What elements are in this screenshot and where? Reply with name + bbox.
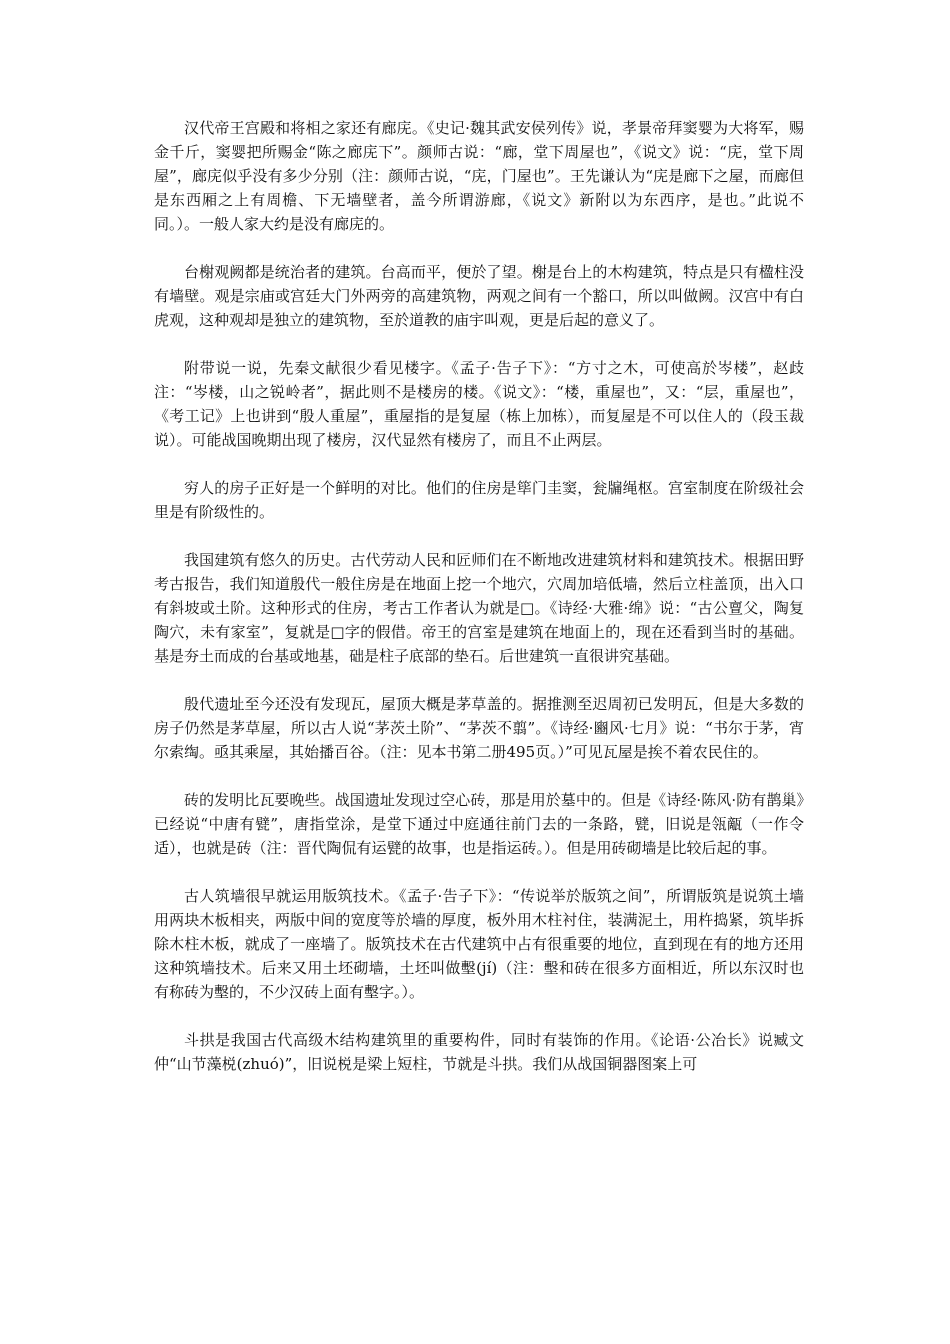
paragraph-multistory-buildings: 附带说一说，先秦文献很少看见楼字。《孟子·告子下》：“方寸之木，可使高於岑楼”，赵歧注：“岑楼，山之锐岭者”，据此则不是楼房的楼。《说文》：“楼，重屋也”，又：“层，重屋也”，《考工记》上也讲到“殷人重屋”，重屋指的是复屋（栋上加栋），而复屋是不可以住人的（段玉裁说）。可能战国晚期出现了楼房，汉代显然有楼房了，而且不止两层。 <box>154 359 804 449</box>
paragraph-poor-houses: 穷人的房子正好是一个鲜明的对比。他们的住房是筚门圭窦，瓮牖绳枢。宫室制度在阶级社会里是有阶级性的。 <box>154 479 804 521</box>
paragraph-bricks: 砖的发明比瓦要晚些。战国遗址发现过空心砖，那是用於墓中的。但是《诗经·陈风·防有鹊巢》已经说“中唐有甓”，唐指堂涂，是堂下通过中庭通往前门去的一条路，甓，旧说是瓴甋（一作令适），也就是砖（注：晋代陶侃有运甓的故事，也是指运砖。）。但是用砖砌墙是比较后起的事。 <box>154 791 804 857</box>
paragraph-terraces-towers: 台榭观阙都是统治者的建筑。台高而平，便於了望。榭是台上的木构建筑，特点是只有楹柱没有墙壁。观是宗庙或宫廷大门外两旁的高建筑物，两观之间有一个豁口，所以叫做阙。汉宫中有白虎观，这种观却是独立的建筑物，至於道教的庙宇叫观，更是后起的意义了。 <box>154 263 804 329</box>
paragraph-rammed-earth: 古人筑墙很早就运用版筑技术。《孟子·告子下》：“传说举於版筑之间”，所谓版筑是说筑土墙用两块木板相夹，两版中间的宽度等於墙的厚度，板外用木柱衬住，装满泥土，用杵捣紧，筑毕拆除木柱木板，就成了一座墙了。版筑技术在古代建筑中占有很重要的地位，直到现在有的地方还用这种筑墙技术。后来又用土坯砌墙，土坯叫做墼(jí)（注：墼和砖在很多方面相近，所以东汉时也有称砖为墼的，不少汉砖上面有墼字。）。 <box>154 887 804 1001</box>
paragraph-architecture-history: 我国建筑有悠久的历史。古代劳动人民和匠师们在不断地改进建筑材料和建筑技术。根据田野考古报告，我们知道殷代一般住房是在地面上挖一个地穴，穴周加培低墙，然后立柱盖顶，出入口有斜坡或土阶。这种形式的住房，考古工作者认为就是□。《诗经·大雅·绵》说：“古公亶父，陶复陶穴，未有家室”，复就是□字的假借。帝王的宫室是建筑在地面上的，现在还看到当时的基础。基是夯土而成的台基或地基，础是柱子底部的垫石。后世建筑一直很讲究基础。 <box>154 551 804 665</box>
paragraph-corridors: 汉代帝王宫殿和将相之家还有廊庑。《史记·魏其武安侯列传》说，孝景帝拜窦婴为大将军，赐金千斤，窦婴把所赐金“陈之廊庑下”。颜师古说：“廊，堂下周屋也”，《说文》说：“庑，堂下周屋”，廊庑似乎没有多少分别（注：颜师古说，“庑，门屋也”。王先谦认为“庑是廊下之屋，而廊但是东西厢之上有周檐、下无墙壁者，盖今所谓游廊，《说文》新附以为东西序，是也。”此说不同。）。一般人家大约是没有廊庑的。 <box>154 119 804 233</box>
paragraph-roof-tiles: 殷代遗址至今还没有发现瓦，屋顶大概是茅草盖的。据推测至迟周初已发明瓦，但是大多数的房子仍然是茅草屋，所以古人说“茅茨土阶”、“茅茨不翦”。《诗经·豳风·七月》说：“书尔于茅，宵尔索绹。亟其乘屋，其始播百谷。（注：见本书第二册495页。）”可见瓦屋是挨不着农民住的。 <box>154 695 804 761</box>
document-body <box>154 116 804 1100</box>
paragraph-bracket-sets: 斗拱是我国古代高级木结构建筑里的重要构件，同时有装饰的作用。《论语·公冶长》说臧文仲“山节藻棁(zhuó)”，旧说棁是梁上短柱，节就是斗拱。我们从战国铜器图案上可 <box>154 1031 804 1073</box>
